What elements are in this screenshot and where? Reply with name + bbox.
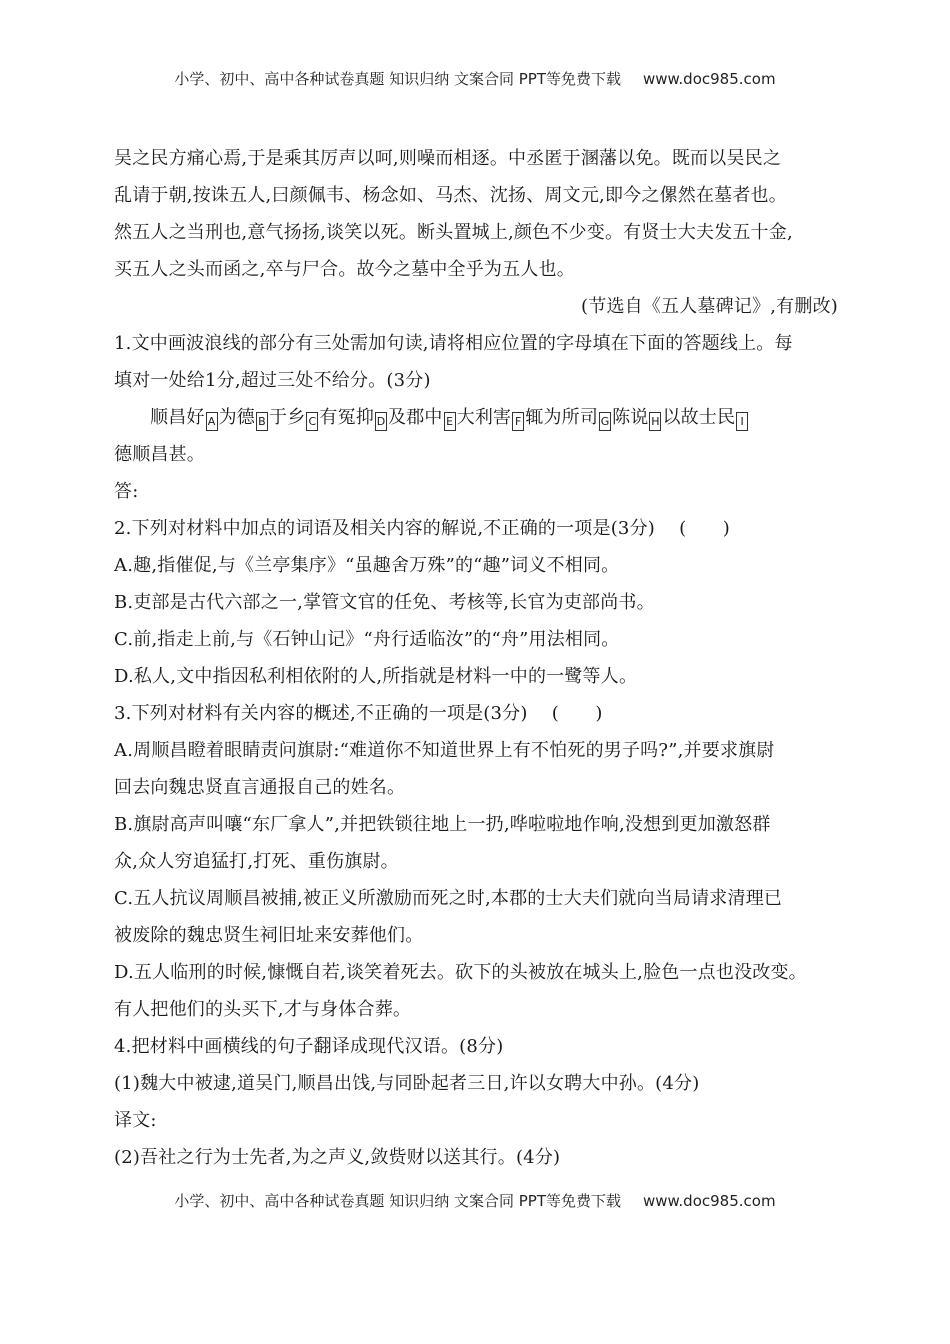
passage-line: 然五人之当刑也,意气扬扬,谈笑以死。断头置城上,颜色不少变。有贤士大夫发五十金, — [114, 222, 793, 243]
q2-option-c: C.前,指走上前,与《石钟山记》“舟行适临汝”的“舟”用法相同。 — [114, 629, 620, 650]
q4-sentence-2: (2)吾社之行为士先者,为之声义,敛赀财以送其行。(4分) — [114, 1147, 561, 1168]
q2-option-a: A.趣,指催促,与《兰亭集序》“虽趣舍万殊”的“趣”词义不相同。 — [114, 555, 620, 576]
q1-tail: 德顺昌甚。 — [114, 444, 205, 465]
passage-line: 乱请于朝,按诛五人,曰颜佩韦、杨念如、马杰、沈扬、周文元,即今之傫然在墓者也。 — [114, 185, 787, 206]
q1-segment: 及郡中 — [388, 407, 443, 428]
header-text: 小学、初中、高中各种试卷真题 知识归纳 文案合同 PPT等免费下载 — [174, 70, 621, 88]
q1-segment: 陈说 — [612, 407, 649, 428]
q1-letter-box: F — [512, 412, 524, 431]
q3-line: 被废除的魏忠贤生祠旧址来安葬他们。 — [114, 925, 424, 946]
q1-stem-line: 1.文中画波浪线的部分有三处需加句读,请将相应位置的字母填在下面的答题线上。每 — [114, 333, 793, 354]
q1-letter-box: A — [206, 412, 218, 431]
q4-stem: 4.把材料中画横线的句子翻译成现代汉语。(8分) — [114, 1036, 504, 1057]
q3-line: 有人把他们的头买下,才与身体合葬。 — [114, 999, 412, 1020]
q1-letter-box: E — [444, 412, 456, 431]
q3-line: 众,众人穷追猛打,打死、重伤旗尉。 — [114, 851, 399, 872]
page-footer — [0, 1190, 950, 1211]
q4-sentence-1: (1)魏大中被逮,道吴门,顺昌出饯,与同卧起者三日,许以女聘大中孙。(4分) — [114, 1073, 700, 1094]
q1-letter-box: I — [736, 412, 748, 431]
q1-segment: 为德 — [218, 407, 256, 428]
footer-site: www.doc985.com — [642, 1192, 776, 1210]
q1-segment: 于乡 — [269, 407, 306, 428]
q2-option-b: B.吏部是古代六部之一,掌管文官的任免、考核等,长官为吏部尚书。 — [114, 592, 655, 613]
q3-line: C.五人抗议周顺昌被捕,被正义所激励而死之时,本郡的士大夫们就向当局请求清理已 — [114, 888, 783, 909]
q4-translation-label: 译文: — [114, 1110, 157, 1131]
passage-source: (节选自《五人墓碑记》,有删改) — [581, 296, 838, 317]
q3-line: 回去向魏忠贤直言通报自己的姓名。 — [114, 777, 406, 798]
document-body — [114, 140, 838, 1176]
q1-answer-label: 答: — [114, 481, 139, 502]
q1-letter-box: D — [375, 412, 387, 431]
q1-segment: 大利害 — [456, 407, 512, 428]
q1-segment: 以故士民 — [662, 407, 736, 428]
q1-letter-box: H — [649, 412, 661, 431]
q1-segment: 有冤抑 — [319, 407, 375, 428]
q1-letter-box: C — [306, 412, 318, 431]
q1-stem-line: 填对一处给1分,超过三处不给分。(3分) — [114, 370, 431, 391]
q2-option-d: D.私人,文中指因私利相依附的人,所指就是材料一中的一鹭等人。 — [114, 666, 638, 687]
q3-line: D.五人临刑的时候,慷慨自若,谈笑着死去。砍下的头被放在城头上,脸色一点也没改变。 — [114, 962, 807, 983]
q1-letter-box: G — [599, 412, 611, 431]
q2-stem: 2.下列对材料中加点的词语及相关内容的解说,不正确的一项是(3分) ( ) — [114, 518, 730, 539]
q1-punctuation-line — [114, 399, 838, 436]
q3-line: B.旗尉高声叫嚷“东厂拿人”,并把铁锁往地上一扔,哗啦啦地作响,没想到更加激怒群 — [114, 814, 771, 835]
header-site: www.doc985.com — [642, 70, 776, 88]
passage-line: 买五人之头而函之,卒与尸合。故今之墓中全乎为五人也。 — [114, 259, 575, 280]
q1-segment: 顺昌好 — [150, 407, 205, 428]
q1-segment: 辄为所司 — [525, 407, 599, 428]
footer-text: 小学、初中、高中各种试卷真题 知识归纳 文案合同 PPT等免费下载 — [174, 1192, 621, 1210]
page-header — [0, 68, 950, 89]
q3-stem: 3.下列对材料有关内容的概述,不正确的一项是(3分) ( ) — [114, 703, 603, 724]
q3-line: A.周顺昌瞪着眼睛责问旗尉:“难道你不知道世界上有不怕死的男子吗?”,并要求旗尉 — [114, 740, 775, 761]
passage-line: 吴之民方痛心焉,于是乘其厉声以呵,则噪而相逐。中丞匿于溷藩以免。既而以吴民之 — [114, 148, 782, 169]
q1-letter-box: B — [256, 412, 268, 431]
